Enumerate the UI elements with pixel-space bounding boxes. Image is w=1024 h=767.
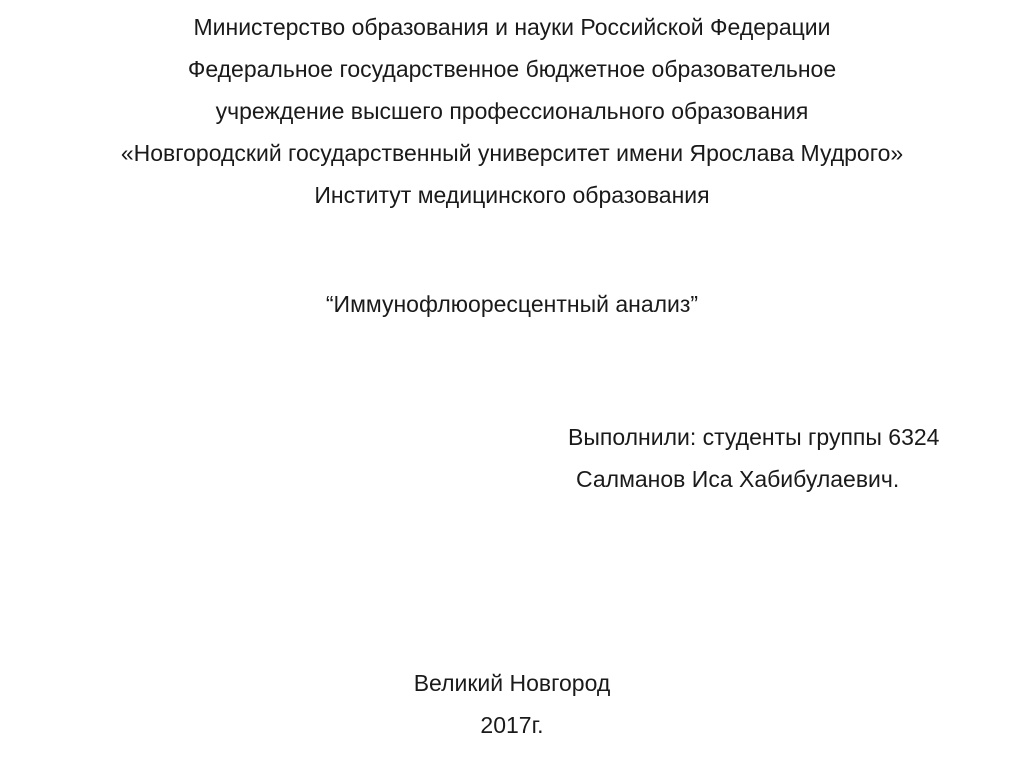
institution-level-line: учреждение высшего профессионального образования <box>215 98 809 124</box>
university-name-line: «Новгородский государственный университет имени Ярослава Мудрого» <box>120 140 904 166</box>
student-name: Салманов Иса Хабибулаевич. <box>576 466 900 492</box>
ministry-line: Министерство образования и науки Российской Федерации <box>193 14 831 40</box>
authors-block <box>568 416 939 500</box>
institution-type-line: Федеральное государственное бюджетное образовательное <box>187 56 837 82</box>
institute-name-line: Институт медицинского образования <box>314 182 710 208</box>
city-name: Великий Новгород <box>413 670 611 696</box>
footer-block <box>0 662 1024 746</box>
performed-by-line: Выполнили: студенты группы 6324 <box>568 424 940 450</box>
institution-header <box>0 6 1024 216</box>
year: 2017г. <box>480 712 544 738</box>
page-title: “Иммунофлюоресцентный анализ” <box>325 291 699 317</box>
